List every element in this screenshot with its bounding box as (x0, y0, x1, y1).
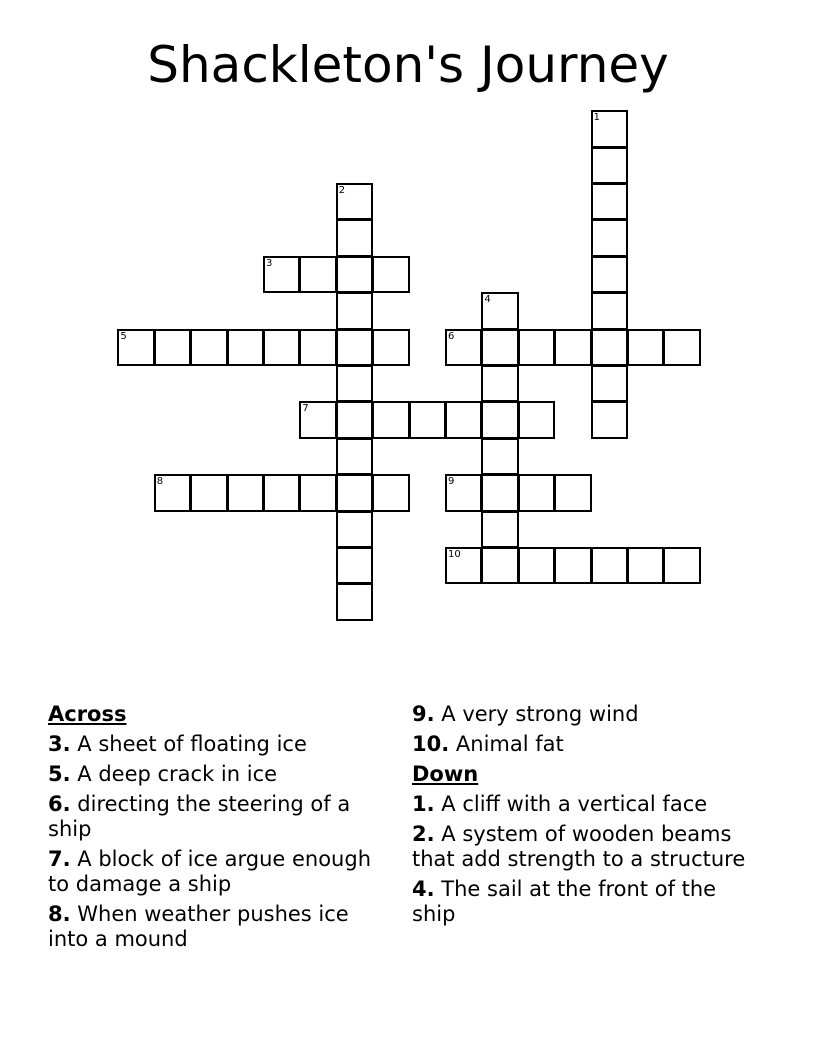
grid-cell[interactable] (227, 474, 264, 511)
grid-cell[interactable] (409, 401, 446, 438)
clue-down-4: 4. The sail at the front of the ship (412, 877, 717, 926)
grid-cell[interactable] (481, 547, 518, 584)
grid-cell[interactable] (299, 401, 336, 438)
grid-cell[interactable] (190, 329, 227, 366)
clues-right-column (412, 702, 752, 932)
grid-cell[interactable] (336, 474, 373, 511)
across-heading: Across (48, 702, 127, 726)
clue-down-2: 2. A system of wooden beams that add strength to a structure (412, 822, 746, 871)
grid-cell[interactable] (554, 329, 591, 366)
grid-cell[interactable] (445, 329, 482, 366)
clue-across-7: 7. A block of ice argue enough to damage a ship (48, 847, 372, 896)
grid-cell[interactable] (518, 547, 555, 584)
grid-cell[interactable] (372, 401, 409, 438)
grid-cell[interactable] (445, 474, 482, 511)
grid-cell[interactable] (591, 329, 628, 366)
clue-across-8: 8. When weather pushes ice into a mound (48, 902, 349, 951)
grid-cell[interactable] (481, 329, 518, 366)
grid-cell[interactable] (481, 438, 518, 475)
cell-number: 5 (120, 330, 127, 342)
clue-down-1: 1. A cliff with a vertical face (412, 792, 708, 816)
grid-cell[interactable] (336, 365, 373, 402)
grid-cell[interactable] (591, 401, 628, 438)
grid-cell[interactable] (591, 292, 628, 329)
clues-left-column (48, 702, 388, 957)
grid-cell[interactable] (445, 401, 482, 438)
grid-cell[interactable] (154, 474, 191, 511)
cell-number: 1 (593, 112, 600, 124)
down-heading: Down (412, 762, 479, 786)
grid-cell[interactable] (627, 547, 664, 584)
grid-cell[interactable] (481, 511, 518, 548)
grid-cell[interactable] (627, 329, 664, 366)
cell-number: 4 (484, 294, 491, 306)
grid-cell[interactable] (663, 329, 700, 366)
grid-cell[interactable] (554, 547, 591, 584)
grid-cell[interactable] (336, 401, 373, 438)
grid-cell[interactable] (481, 292, 518, 329)
grid-cell[interactable] (591, 183, 628, 220)
grid-cell[interactable] (554, 474, 591, 511)
clue-across-3: 3. A sheet of floating ice (48, 732, 307, 756)
cell-number: 2 (338, 185, 346, 196)
cell-number: 9 (448, 476, 455, 488)
cell-number: 10 (448, 549, 461, 560)
grid-cell[interactable] (154, 329, 191, 366)
grid-cell[interactable] (299, 256, 336, 293)
page-title: Shackleton's Journey (147, 36, 669, 94)
grid-cell[interactable] (117, 329, 154, 366)
grid-cell[interactable] (591, 365, 628, 402)
grid-cell[interactable] (299, 474, 336, 511)
grid-cell[interactable] (591, 256, 628, 293)
cell-number: 6 (448, 330, 455, 342)
clue-across-9: 9. A very strong wind (412, 702, 639, 726)
clue-across-5: 5. A deep crack in ice (48, 762, 278, 786)
grid-cell[interactable] (372, 256, 409, 293)
grid-cell[interactable] (518, 401, 555, 438)
grid-cell[interactable] (263, 329, 300, 366)
grid-cell[interactable] (518, 474, 555, 511)
grid-cell[interactable] (263, 256, 300, 293)
grid-cell[interactable] (481, 474, 518, 511)
grid-cell[interactable] (336, 219, 373, 256)
grid-cell[interactable] (336, 329, 373, 366)
grid-cell[interactable] (227, 329, 264, 366)
grid-cell[interactable] (591, 547, 628, 584)
grid-cell[interactable] (336, 438, 373, 475)
clue-across-6: 6. directing the steering of a ship (48, 792, 351, 841)
cell-number: 8 (156, 476, 164, 488)
grid-cell[interactable] (372, 474, 409, 511)
cell-number: 3 (266, 257, 273, 269)
grid-cell[interactable] (263, 474, 300, 511)
grid-cell[interactable] (591, 110, 628, 147)
grid-cell[interactable] (336, 511, 373, 548)
grid-cell[interactable] (336, 583, 373, 620)
clue-across-10: 10. Animal fat (412, 732, 564, 756)
grid-cell[interactable] (445, 547, 482, 584)
grid-cell[interactable] (518, 329, 555, 366)
grid-cell[interactable] (336, 183, 373, 220)
cell-number: 7 (302, 403, 309, 415)
grid-cell[interactable] (336, 292, 373, 329)
grid-cell[interactable] (663, 547, 700, 584)
grid-cell[interactable] (591, 219, 628, 256)
grid-cell[interactable] (591, 147, 628, 184)
grid-cell[interactable] (336, 256, 373, 293)
grid-cell[interactable] (336, 547, 373, 584)
grid-cell[interactable] (481, 365, 518, 402)
grid-cell[interactable] (190, 474, 227, 511)
grid-cell[interactable] (372, 329, 409, 366)
grid-cell[interactable] (299, 329, 336, 366)
grid-cell[interactable] (481, 401, 518, 438)
